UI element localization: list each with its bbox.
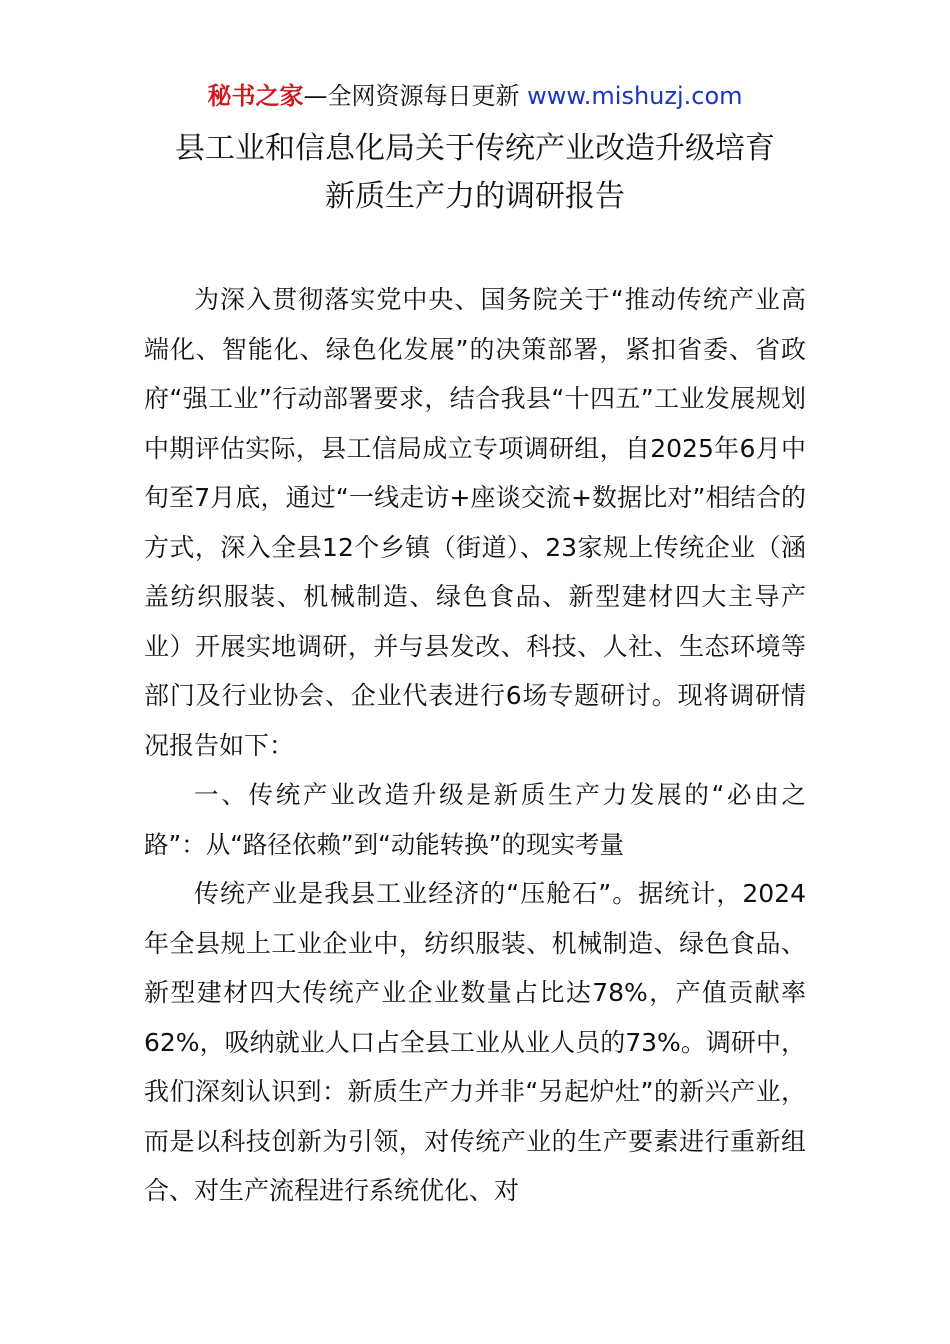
site-url-link[interactable]: www.mishuzj.com — [527, 82, 743, 110]
paragraph-intro: 为深入贯彻落实党中央、国务院关于“推动传统产业高端化、智能化、绿色化发展”的决策部署，紧扣省委、省政府“强工业”行动部署要求，结合我县“十四五”工业发展规划中期评估实际，县工信局成立专项调研组，自2025年6月中旬至7月底，通过“一线走访+座谈交流+数据比对”相结合的方式，深入全县12个乡镇（街道）、23家规上传统企业（涵盖纺织服装、机械制造、绿色食品、新型建材四大主导产业）开展实地调研，并与县发改、科技、人社、生态环境等部门及行业协会、企业代表进行6场专题研讨。现将调研情况报告如下： — [144, 285, 806, 760]
site-tagline: —全网资源每日更新 — [303, 82, 528, 110]
paragraph-body: 传统产业是我县工业经济的“压舱石”。据统计，2024年全县规上工业企业中，纺织服装、机械制造、绿色食品、新型建材四大传统产业企业数量占比达78%，产值贡献率62%，吸纳就业人口占全县工业从业人员的73%。调研中，我们深刻认识到：新质生产力并非“另起炉灶”的新兴产业，而是以科技创新为引领，对传统产业的生产要素进行重新组合、对生产流程进行系统优化、对 — [144, 879, 806, 1205]
section-heading-1: 一、传统产业改造升级是新质生产力发展的“必由之路”：从“路径依赖”到“动能转换”的现实考量 — [144, 780, 806, 859]
title-line-1: 县工业和信息化局关于传统产业改造升级培育 — [175, 131, 775, 166]
title-line-2: 新质生产力的调研报告 — [325, 179, 625, 214]
document-title — [0, 125, 950, 221]
document-body — [144, 275, 806, 1216]
site-header — [0, 78, 950, 114]
site-brand: 秘书之家 — [207, 82, 304, 110]
